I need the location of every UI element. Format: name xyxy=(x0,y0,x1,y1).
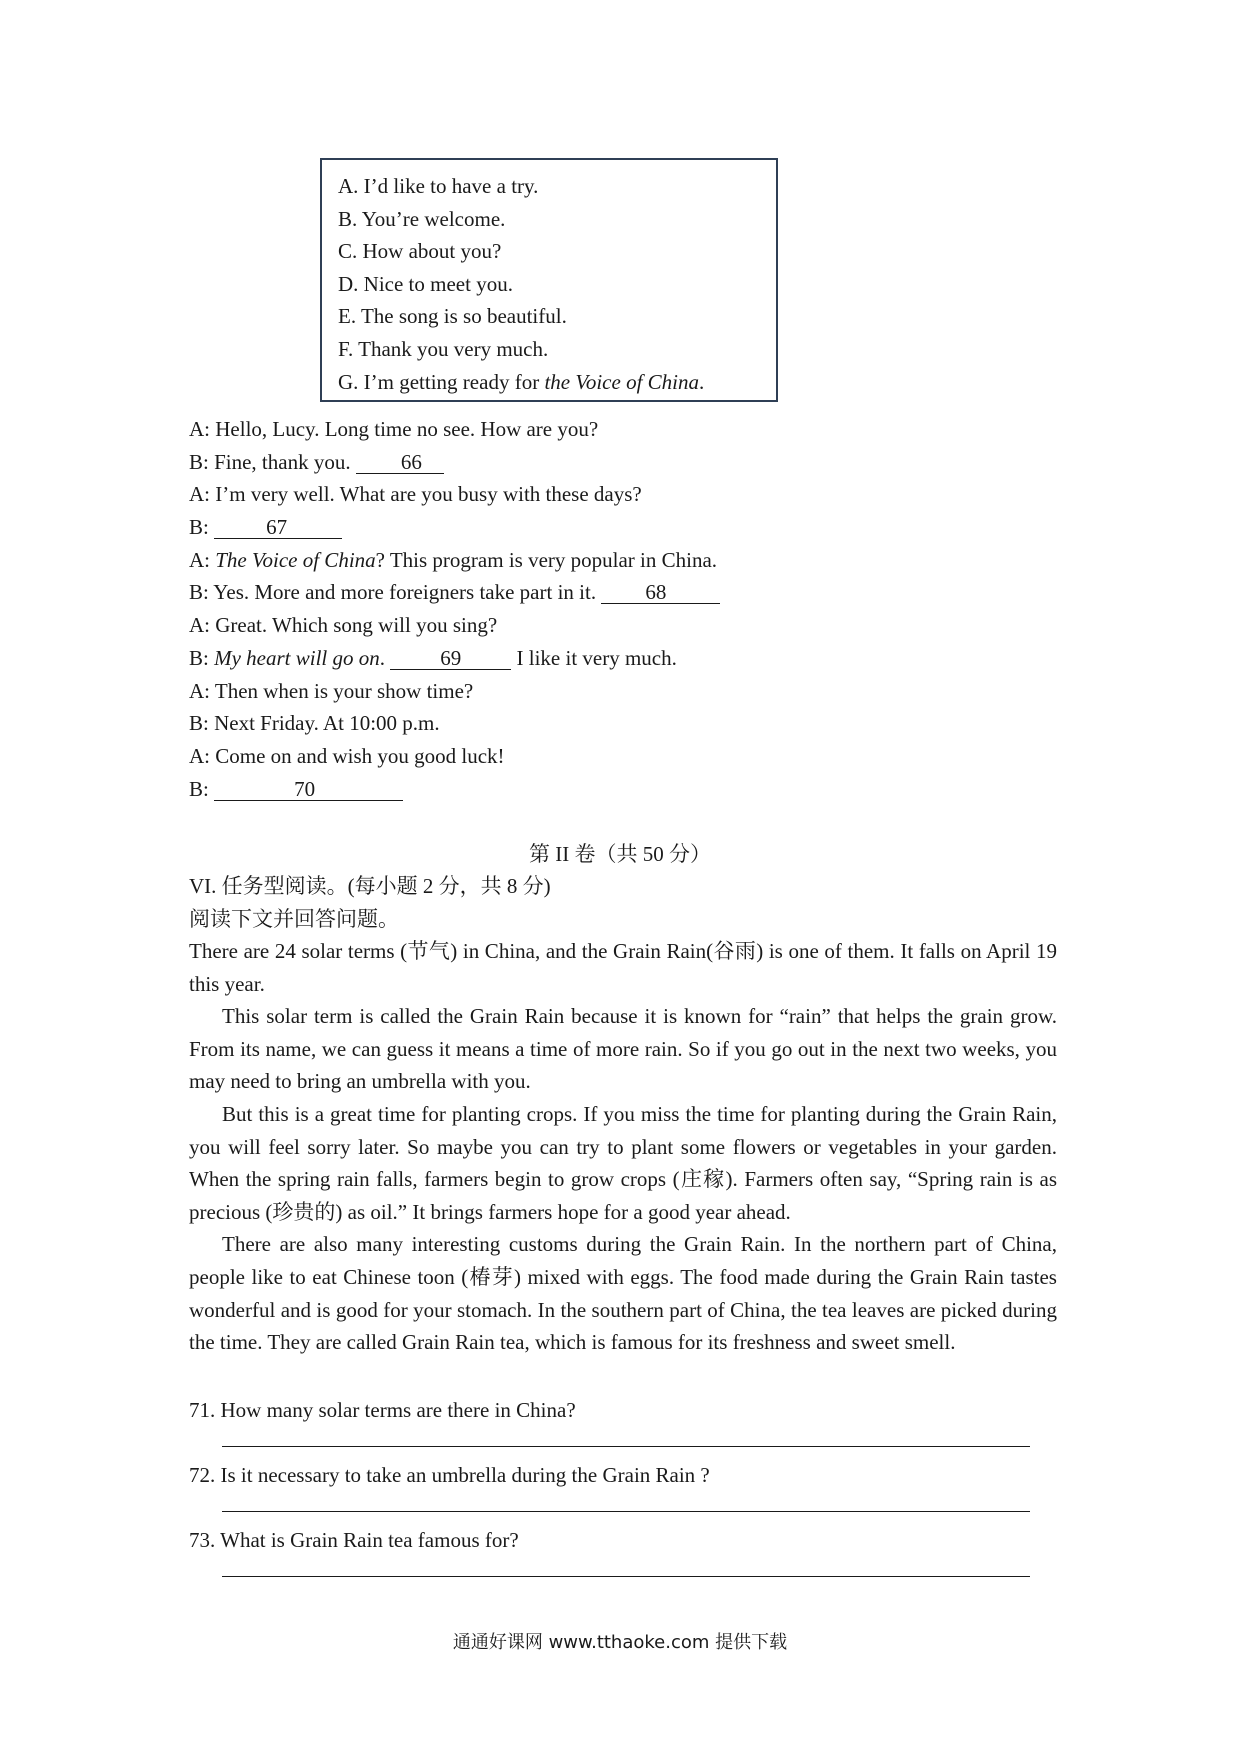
option-d: D. Nice to meet you. xyxy=(338,271,513,296)
dialogue-line xyxy=(189,642,720,675)
dialogue-line xyxy=(189,544,720,577)
section-title: VI. 任务型阅读。(每小题 2 分，共 8 分) xyxy=(189,874,551,898)
dialogue-line xyxy=(189,511,720,544)
dialogue-line: A: I’m very well. What are you busy with these days? xyxy=(189,482,642,507)
program-name: The Voice of China xyxy=(215,547,376,572)
dialogue-line xyxy=(189,773,720,806)
blank-69 xyxy=(390,647,511,670)
song-name: My heart will go on xyxy=(214,645,380,670)
question-text: 72. Is it necessary to take an umbrella during the Grain Rain ? xyxy=(189,1463,710,1487)
blank-number: 69 xyxy=(440,645,462,670)
option-e: E. The song is so beautiful. xyxy=(338,304,567,329)
line-text: I like it very much. xyxy=(511,645,677,670)
dialogue-line: B: Next Friday. At 10:00 p.m. xyxy=(189,711,440,736)
footer: 通通好课网 www.tthaoke.com 提供下载 xyxy=(452,1632,788,1653)
line-text: . xyxy=(379,645,391,670)
paragraph-2: This solar term is called the Grain Rain because it is known for “rain” that helps the grain grow. From its name, we can guess it means a time of more rain. So if you go out in the next two weeks, you may need to bring an umbrella with you. xyxy=(189,1004,1057,1094)
line-text: B: xyxy=(189,776,215,801)
line-text: B: Yes. More and more foreigners take part in it. xyxy=(189,580,602,605)
instruction: 阅读下文并回答问题。 xyxy=(189,906,399,931)
option-g-suffix: . xyxy=(699,369,705,394)
answer-line[interactable] xyxy=(222,1511,1030,1512)
blank-67 xyxy=(214,516,342,539)
questions xyxy=(189,1394,1059,1589)
option-b: B. You’re welcome. xyxy=(338,206,506,231)
paragraph-1: There are 24 solar terms (节气) in China, and the Grain Rain(谷雨) is one of them. It falls on April 19 this year. xyxy=(189,939,1057,996)
option-f: F. Thank you very much. xyxy=(338,336,549,361)
option-c: C. How about you? xyxy=(338,239,502,264)
reading-passage xyxy=(189,935,1057,1359)
line-text: B: xyxy=(189,645,215,670)
question-71 xyxy=(189,1394,1059,1459)
question-73 xyxy=(189,1524,1059,1589)
dialogue-line: A: Hello, Lucy. Long time no see. How are you? xyxy=(189,417,599,441)
line-text: B: xyxy=(189,515,215,540)
line-text: B: Fine, thank you. xyxy=(189,449,356,474)
question-72 xyxy=(189,1459,1059,1524)
dialogue-line: A: Then when is your show time? xyxy=(189,678,474,703)
blank-68 xyxy=(601,581,720,604)
dialogue-line xyxy=(189,446,720,479)
blank-70 xyxy=(214,778,403,801)
dialogue-line xyxy=(189,576,720,609)
question-text: 73. What is Grain Rain tea famous for? xyxy=(189,1528,519,1552)
paragraph-3: But this is a great time for planting crops. If you miss the time for planting during the Grain Rain, you will feel sorry later. So maybe you can try to plant some flowers or vegetables in your garden. When the spring rain falls, farmers begin to grow crops (庄稼). Farmers often say, “Spring rain is as precious (珍贵的) as oil.” It brings farmers hope for a good year ahead. xyxy=(189,1101,1057,1224)
option-g xyxy=(338,366,776,399)
answer-line[interactable] xyxy=(222,1446,1030,1447)
dialogue xyxy=(189,413,720,805)
options-box xyxy=(320,158,778,402)
section-header xyxy=(189,870,551,935)
blank-number: 68 xyxy=(645,580,667,605)
dialogue-line: A: Great. Which song will you sing? xyxy=(189,613,498,638)
paragraph-4: There are also many interesting customs during the Grain Rain. In the northern part of China, people like to eat Chinese toon (椿芽) mixed with eggs. The food made during the Grain Rain tastes wonderful and is good for your stomach. In the southern part of China, the tea leaves are picked during the time. They are called Grain Rain tea, which is famous for its freshness and sweet smell. xyxy=(189,1232,1057,1355)
blank-number: 70 xyxy=(294,776,316,801)
part-title: 第 II 卷（共 50 分） xyxy=(529,842,711,866)
dialogue-line: A: Come on and wish you good luck! xyxy=(189,743,505,768)
blank-number: 66 xyxy=(400,449,422,474)
option-a: A. I’d like to have a try. xyxy=(338,174,539,198)
answer-line[interactable] xyxy=(222,1576,1030,1577)
blank-number: 67 xyxy=(266,515,288,540)
blank-66 xyxy=(356,451,444,474)
line-text: ? This program is very popular in China. xyxy=(375,547,718,572)
question-text: 71. How many solar terms are there in China? xyxy=(189,1398,576,1422)
line-text: A: xyxy=(189,547,216,572)
option-g-prefix: G. I’m getting ready for xyxy=(338,369,545,394)
option-g-italic: the Voice of China xyxy=(544,369,699,394)
